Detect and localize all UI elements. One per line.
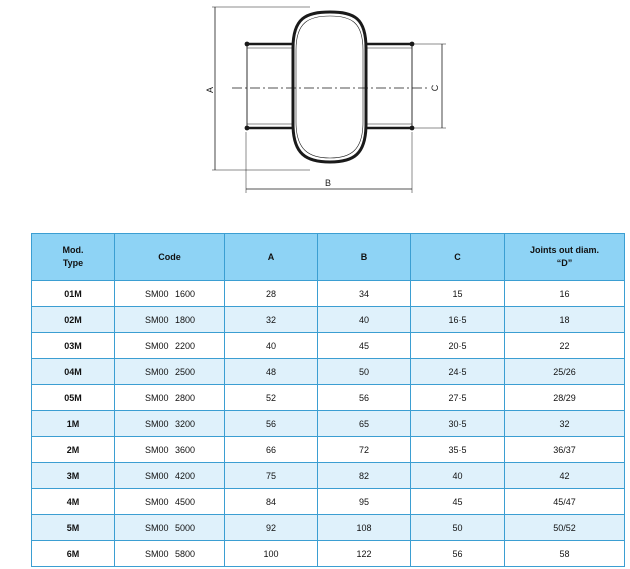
cell-d: 18 xyxy=(505,307,625,333)
cell-d: 28/29 xyxy=(505,385,625,411)
cell-mod: 4M xyxy=(32,489,115,515)
cell-mod: 3M xyxy=(32,463,115,489)
cell-code: SM00 4500 xyxy=(115,489,225,515)
header-code: Code xyxy=(115,234,225,281)
cell-c: 20·5 xyxy=(411,333,505,359)
cell-b: 122 xyxy=(318,541,411,567)
cell-mod: 2M xyxy=(32,437,115,463)
cell-mod: 01M xyxy=(32,281,115,307)
cell-mod: 02M xyxy=(32,307,115,333)
cell-a: 48 xyxy=(225,359,318,385)
cell-a: 40 xyxy=(225,333,318,359)
cell-a: 66 xyxy=(225,437,318,463)
cell-d: 42 xyxy=(505,463,625,489)
cell-c: 45 xyxy=(411,489,505,515)
cell-d: 25/26 xyxy=(505,359,625,385)
cell-b: 82 xyxy=(318,463,411,489)
dim-a-label: A xyxy=(205,86,215,94)
table-row xyxy=(32,463,625,489)
cell-a: 28 xyxy=(225,281,318,307)
cell-code: SM00 5800 xyxy=(115,541,225,567)
table-row xyxy=(32,281,625,307)
cell-d: 50/52 xyxy=(505,515,625,541)
header-mod-type xyxy=(32,234,115,281)
cell-c: 30·5 xyxy=(411,411,505,437)
right-pipe-end xyxy=(366,44,412,128)
cell-code: SM00 4200 xyxy=(115,463,225,489)
header-mod-line1: Mod. xyxy=(62,245,84,255)
header-joints-line2: “D” xyxy=(556,258,573,268)
cell-a: 75 xyxy=(225,463,318,489)
cell-c: 27·5 xyxy=(411,385,505,411)
header-joints xyxy=(505,234,625,281)
cell-mod: 05M xyxy=(32,385,115,411)
cell-b: 108 xyxy=(318,515,411,541)
cell-c: 56 xyxy=(411,541,505,567)
cell-b: 72 xyxy=(318,437,411,463)
cell-code: SM00 3600 xyxy=(115,437,225,463)
cell-c: 16·5 xyxy=(411,307,505,333)
cell-mod: 5M xyxy=(32,515,115,541)
ball-body xyxy=(293,12,366,162)
spec-table xyxy=(31,233,625,567)
cell-d: 45/47 xyxy=(505,489,625,515)
table-row xyxy=(32,489,625,515)
dim-b-label: B xyxy=(324,178,332,188)
cell-mod: 04M xyxy=(32,359,115,385)
cell-a: 100 xyxy=(225,541,318,567)
table-row xyxy=(32,437,625,463)
cell-code: SM00 1800 xyxy=(115,307,225,333)
table-header-row xyxy=(32,234,625,281)
left-pipe-end xyxy=(247,44,293,128)
cell-d: 58 xyxy=(505,541,625,567)
cell-c: 50 xyxy=(411,515,505,541)
cell-code: SM00 2200 xyxy=(115,333,225,359)
cell-code: SM00 1600 xyxy=(115,281,225,307)
header-a: A xyxy=(225,234,318,281)
dim-c-label: C xyxy=(430,84,440,92)
cell-code: SM00 3200 xyxy=(115,411,225,437)
table-row xyxy=(32,307,625,333)
header-mod-line2: Type xyxy=(62,258,84,268)
cell-d: 16 xyxy=(505,281,625,307)
cell-c: 40 xyxy=(411,463,505,489)
cell-mod: 03M xyxy=(32,333,115,359)
cell-mod: 6M xyxy=(32,541,115,567)
cell-a: 56 xyxy=(225,411,318,437)
cell-code: SM00 2500 xyxy=(115,359,225,385)
cell-c: 15 xyxy=(411,281,505,307)
cell-b: 45 xyxy=(318,333,411,359)
cell-b: 65 xyxy=(318,411,411,437)
table-row xyxy=(32,359,625,385)
cell-a: 52 xyxy=(225,385,318,411)
cell-a: 32 xyxy=(225,307,318,333)
table-row xyxy=(32,515,625,541)
cell-d: 32 xyxy=(505,411,625,437)
table-row xyxy=(32,333,625,359)
fitting-drawing xyxy=(190,2,460,202)
cell-mod: 1M xyxy=(32,411,115,437)
cell-a: 84 xyxy=(225,489,318,515)
header-c: C xyxy=(411,234,505,281)
header-b: B xyxy=(318,234,411,281)
cell-d: 22 xyxy=(505,333,625,359)
cell-c: 24·5 xyxy=(411,359,505,385)
cell-b: 34 xyxy=(318,281,411,307)
cell-b: 95 xyxy=(318,489,411,515)
table-row xyxy=(32,541,625,567)
cell-b: 40 xyxy=(318,307,411,333)
cell-d: 36/37 xyxy=(505,437,625,463)
cell-code: SM00 2800 xyxy=(115,385,225,411)
cell-c: 35·5 xyxy=(411,437,505,463)
table-row xyxy=(32,411,625,437)
cell-a: 92 xyxy=(225,515,318,541)
table-row xyxy=(32,385,625,411)
cell-b: 56 xyxy=(318,385,411,411)
cell-code: SM00 5000 xyxy=(115,515,225,541)
header-joints-line1: Joints out diam. xyxy=(529,245,599,255)
cell-b: 50 xyxy=(318,359,411,385)
